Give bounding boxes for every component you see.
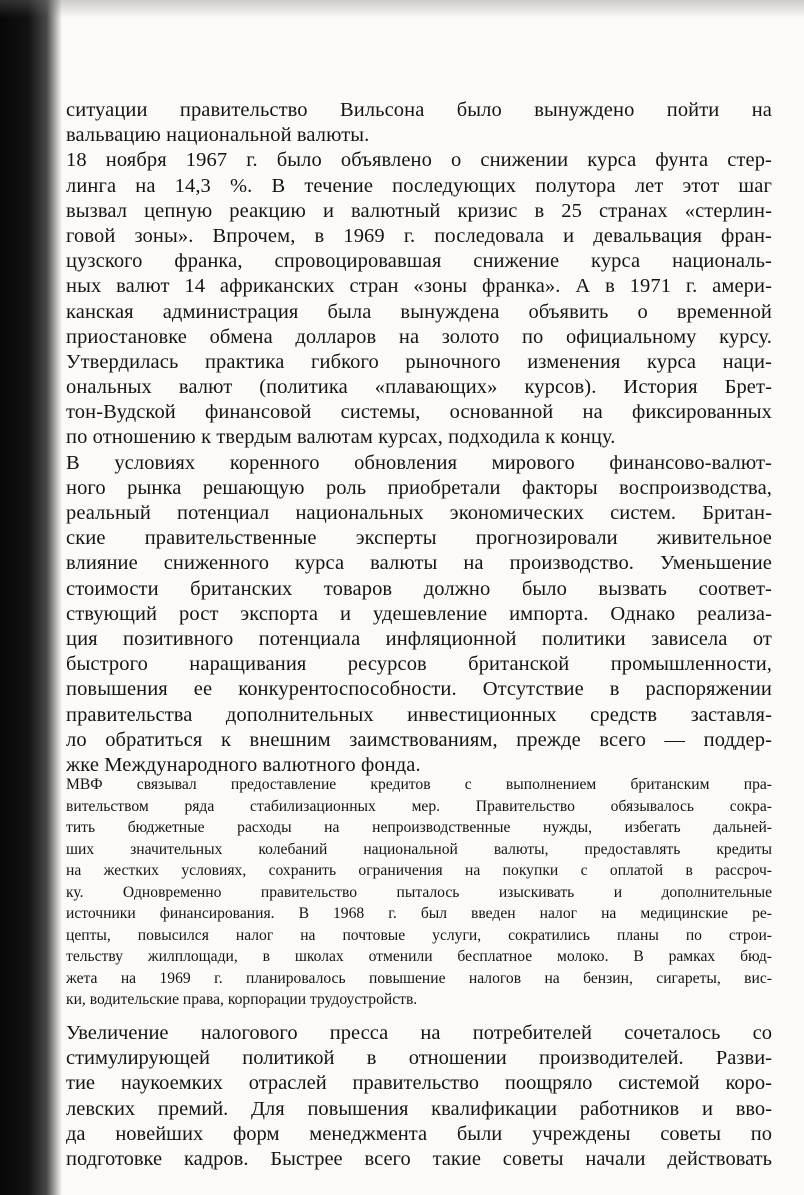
text-line: повышения ее конкурентоспособности. Отсутствие в распоряжении [66,678,772,701]
text-line: влияние сниженного курса валюты на производство. Уменьшение [66,552,772,575]
text-line: ция позитивного потенциала инфляционной политики зависела от [66,627,772,650]
text-line: тие наукоемких отраслей правительство поощряло системой коро- [66,1072,772,1095]
text-line: ские правительственные эксперты прогнозировали живительное [66,527,772,550]
text-line: да новейших форм менеджмента были учреждены советы по [66,1122,772,1145]
text-line: МВФ связывал предоставление кредитов с выполнением британским пра- [66,776,772,793]
text-line: приостановке обмена долларов на золото по официальному курсу. [66,325,772,348]
text-line: ональных валют (политика «плавающих» курсов). История Брет- [66,376,772,399]
text-line: ного рынка решающую роль приобретали факторы воспроизводства, [66,476,772,499]
text-line: подготовке кадров. Быстрее всего такие советы начали действовать [66,1147,772,1170]
text-line: правительства дополнительных инвестиционных средств заставля- [66,703,772,726]
text-line: ситуации правительство Вильсона было вынуждено пойти на [66,99,772,121]
book-spine-shadow [0,0,62,1195]
text-line: стимулирующей политикой в отношении производителей. Разви- [66,1047,772,1070]
text-line: цузского франка, спровоцировавшая снижение курса националь- [66,250,772,273]
text-line: жета на 1969 г. планировалось повышение налогов на бензин, сигареты, вис- [66,969,772,987]
text-line: ло обратиться к внешним заимствованиям, прежде всего — поддер- [66,728,772,751]
text-line: ных валют 14 африканских стран «зоны франка». А в 1971 г. амери- [66,275,772,298]
text-line: Утвердилась практика гибкого рыночного изменения курса наци- [66,350,772,373]
text-line: ших значительных колебаний национальной валюты, предоставлять кредиты [66,840,772,858]
text-line: источники финансирования. В 1968 г. был введен налог на медицинские ре- [66,905,772,922]
text-line: ку. Одновременно правительство пыталось изыскивать и дополнительные [66,883,772,901]
text-line: тить бюджетные расходы на непроизводственные нужды, избегать дальней- [66,819,772,836]
text-line: левских премий. Для повышения квалификации работников и вво- [66,1097,772,1120]
text-line: стоимости британских товаров должно было вызвать соответ- [66,577,772,600]
text-line: вызвал цепную реакцию и валютный кризис в 25 странах «стерлин- [66,199,772,222]
closing-paragraph [66,1021,772,1172]
text-line: тельству жилплощади, в школах отменили бесплатное молоко. В рамках бюд- [66,948,772,965]
text-line: вальвацию национальной валюты. [66,124,370,147]
text-line: говой зоны». Впрочем, в 1969 г. последовала и девальвация фран- [66,224,772,247]
text-line: вительством ряда стабилизационных мер. Правительство обязывалось сокра- [66,797,772,815]
text-line: на жестких условиях, сохранить ограничения на покупки с оплатой в рассроч- [66,862,772,879]
text-line: канская администрация была вынуждена объявить о временной [66,300,772,323]
text-line: жке Международного валютного фонда. [66,753,421,776]
small-print-paragraph [66,774,772,1011]
text-line: линга на 14,3 %. В течение последующих полутора лет этот шаг [66,174,772,197]
text-line: реальный потенциал национальных экономических систем. Британ- [66,502,772,524]
page-top-edge-shadow [0,0,804,18]
text-line: 18 ноября 1967 г. было объявлено о снижении курса фунта стер- [66,149,772,172]
text-line: ки, водительские права, корпорации трудоустройств. [66,991,418,1008]
text-line: цепты, повысился налог на почтовые услуги, сократились планы по строи- [66,926,772,944]
main-paragraphs [66,98,772,778]
text-line: ствующий рост экспорта и удешевление импорта. Однако реализа- [66,602,772,625]
text-line: В условиях коренного обновления мирового финансово-валют- [66,451,772,474]
text-line: по отношению к твердым валютам курсах, подходила к концу. [66,426,616,449]
text-line: быстрого наращивания ресурсов британской промышленности, [66,653,772,676]
text-line: тон-Вудской финансовой системы, основанной на фиксированных [66,401,772,424]
text-line: Увеличение налогового пресса на потребителей сочеталось со [66,1022,772,1044]
